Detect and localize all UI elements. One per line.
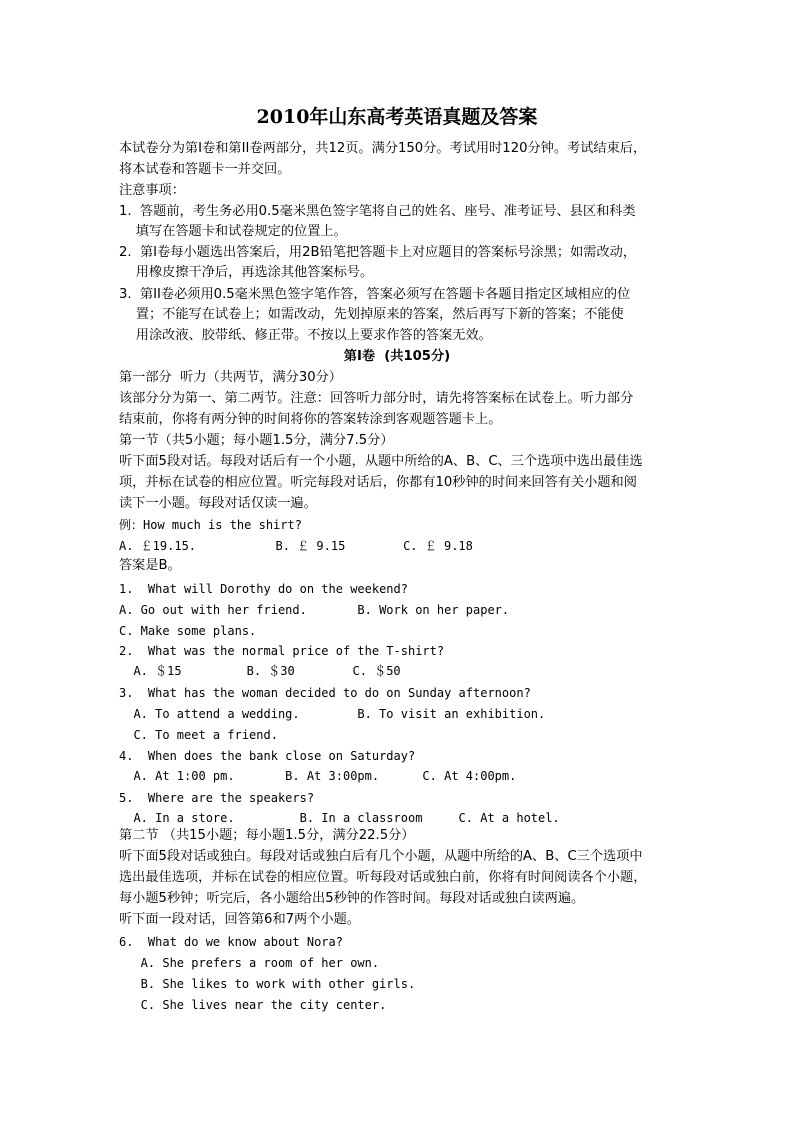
text-line: 第一部分 听力（共两节，满分30分） — [119, 370, 342, 385]
text-line: 3. 第II卷必须用0.5毫米黑色签字笔作答，答案必须写在答题卡各题目指定区域相应的位 — [119, 287, 631, 302]
text-line: 每小题5秒钟；听完后，各小题给出5秒钟的作答时间。每段对话或独白读两遍。 — [119, 891, 585, 906]
text-line: A. Go out with her friend. B. Work on her paper. — [119, 603, 510, 617]
text-line: 置；不能写在试卷上；如需改动，先划掉原来的答案，然后再写下新的答案；不能使 — [119, 307, 624, 322]
text-line: 第二节 （共15小题；每小题1.5分，满分22.5分） — [119, 828, 415, 843]
text-line: 2. What was the normal price of the T-shirt? — [119, 644, 445, 658]
text-line: 6. What do we know about Nora? — [119, 935, 343, 949]
text-line: 注意事项： — [119, 183, 185, 198]
text-line: 5. Where are the speakers? — [119, 791, 315, 805]
text-line: 1. What will Dorothy do on the weekend? — [119, 582, 408, 596]
text-line: 选出最佳选项，并标在试卷的相应位置。听每段对话或独白前，你将有时间阅读各个小题， — [119, 870, 647, 885]
text-line: 第I卷 (共105分) — [343, 349, 451, 364]
text-line: 用橡皮擦干净后，再选涂其他答案标号。 — [119, 265, 374, 280]
text-line: 1. 答题前，考生务必用0.5毫米黑色签字笔将自己的姓名、座号、准考证号、县区和科类 — [119, 204, 636, 219]
text-line: 答案是B。 — [119, 558, 181, 573]
text-line: B. She likes to work with other girls. — [119, 977, 416, 991]
text-line: 听下面5段对话或独白。每段对话或独白后有几个小题，从题中所给的A、B、C三个选项中 — [119, 849, 643, 864]
text-line: 3. What has the woman decided to do on Sunday afternoon? — [119, 686, 531, 700]
text-line: 该部分分为第一、第二两节。注意：回答听力部分时，请先将答案标在试卷上。听力部分 — [119, 391, 634, 406]
text-line: 第一节（共5小题；每小题1.5分，满分7.5分） — [119, 433, 394, 448]
text-line: 听下面一段对话，回答第6和7两个小题。 — [119, 912, 360, 927]
text-line: 填写在答题卡和试卷规定的位置上。 — [119, 224, 347, 239]
text-line: 听下面5段对话。每段对话后有一个小题，从题中所给的A、B、C、三个选项中选出最佳选 — [119, 454, 643, 469]
text-line: 用涂改液、胶带纸、修正带。不按以上要求作答的答案无效。 — [119, 328, 492, 343]
text-line: 项，并标在试卷的相应位置。听完每段对话后，你都有10秒钟的时间来回答有关小题和阅 — [119, 475, 637, 490]
document-title: 2010年山东高考英语真题及答案 — [256, 106, 538, 128]
text-line: 2. 第I卷每小题选出答案后，用2B铅笔把答题卡上对应题目的答案标号涂黑；如需改动， — [119, 245, 637, 260]
text-line: C. To meet a friend. — [119, 728, 278, 742]
text-line: 结束前，你将有两分钟的时间将你的答案转涂到客观题答题卡上。 — [119, 412, 502, 427]
text-line: 4. When does the bank close on Saturday? — [119, 749, 416, 763]
text-line: C. Make some plans. — [119, 624, 257, 638]
text-line: A. ＄15 B. ＄30 C. ＄50 — [119, 664, 401, 678]
text-line: A. To attend a wedding. B. To visit an exhibition. — [119, 707, 546, 721]
text-line: 例：How much is the shirt? — [119, 518, 302, 532]
text-line: 读下一小题。每段对话仅读一遍。 — [119, 496, 317, 511]
text-line: 本试卷分为第I卷和第II卷两部分，共12页。满分150分。考试用时120分钟。考试结束后， — [119, 141, 647, 156]
text-line: A. In a store. B. In a classroom C. At a hotel. — [119, 811, 560, 825]
text-line: A. She prefers a room of her own. — [119, 956, 380, 970]
text-line: A. At 1:00 pm. B. At 3:00pm. C. At 4:00pm. — [119, 769, 517, 783]
text-line: 将本试卷和答题卡一并交回。 — [119, 162, 291, 177]
text-line: C. She lives near the city center. — [119, 998, 387, 1012]
text-line: A. ￡19.15. B. ￡ 9.15 C. ￡ 9.18 — [119, 539, 473, 553]
